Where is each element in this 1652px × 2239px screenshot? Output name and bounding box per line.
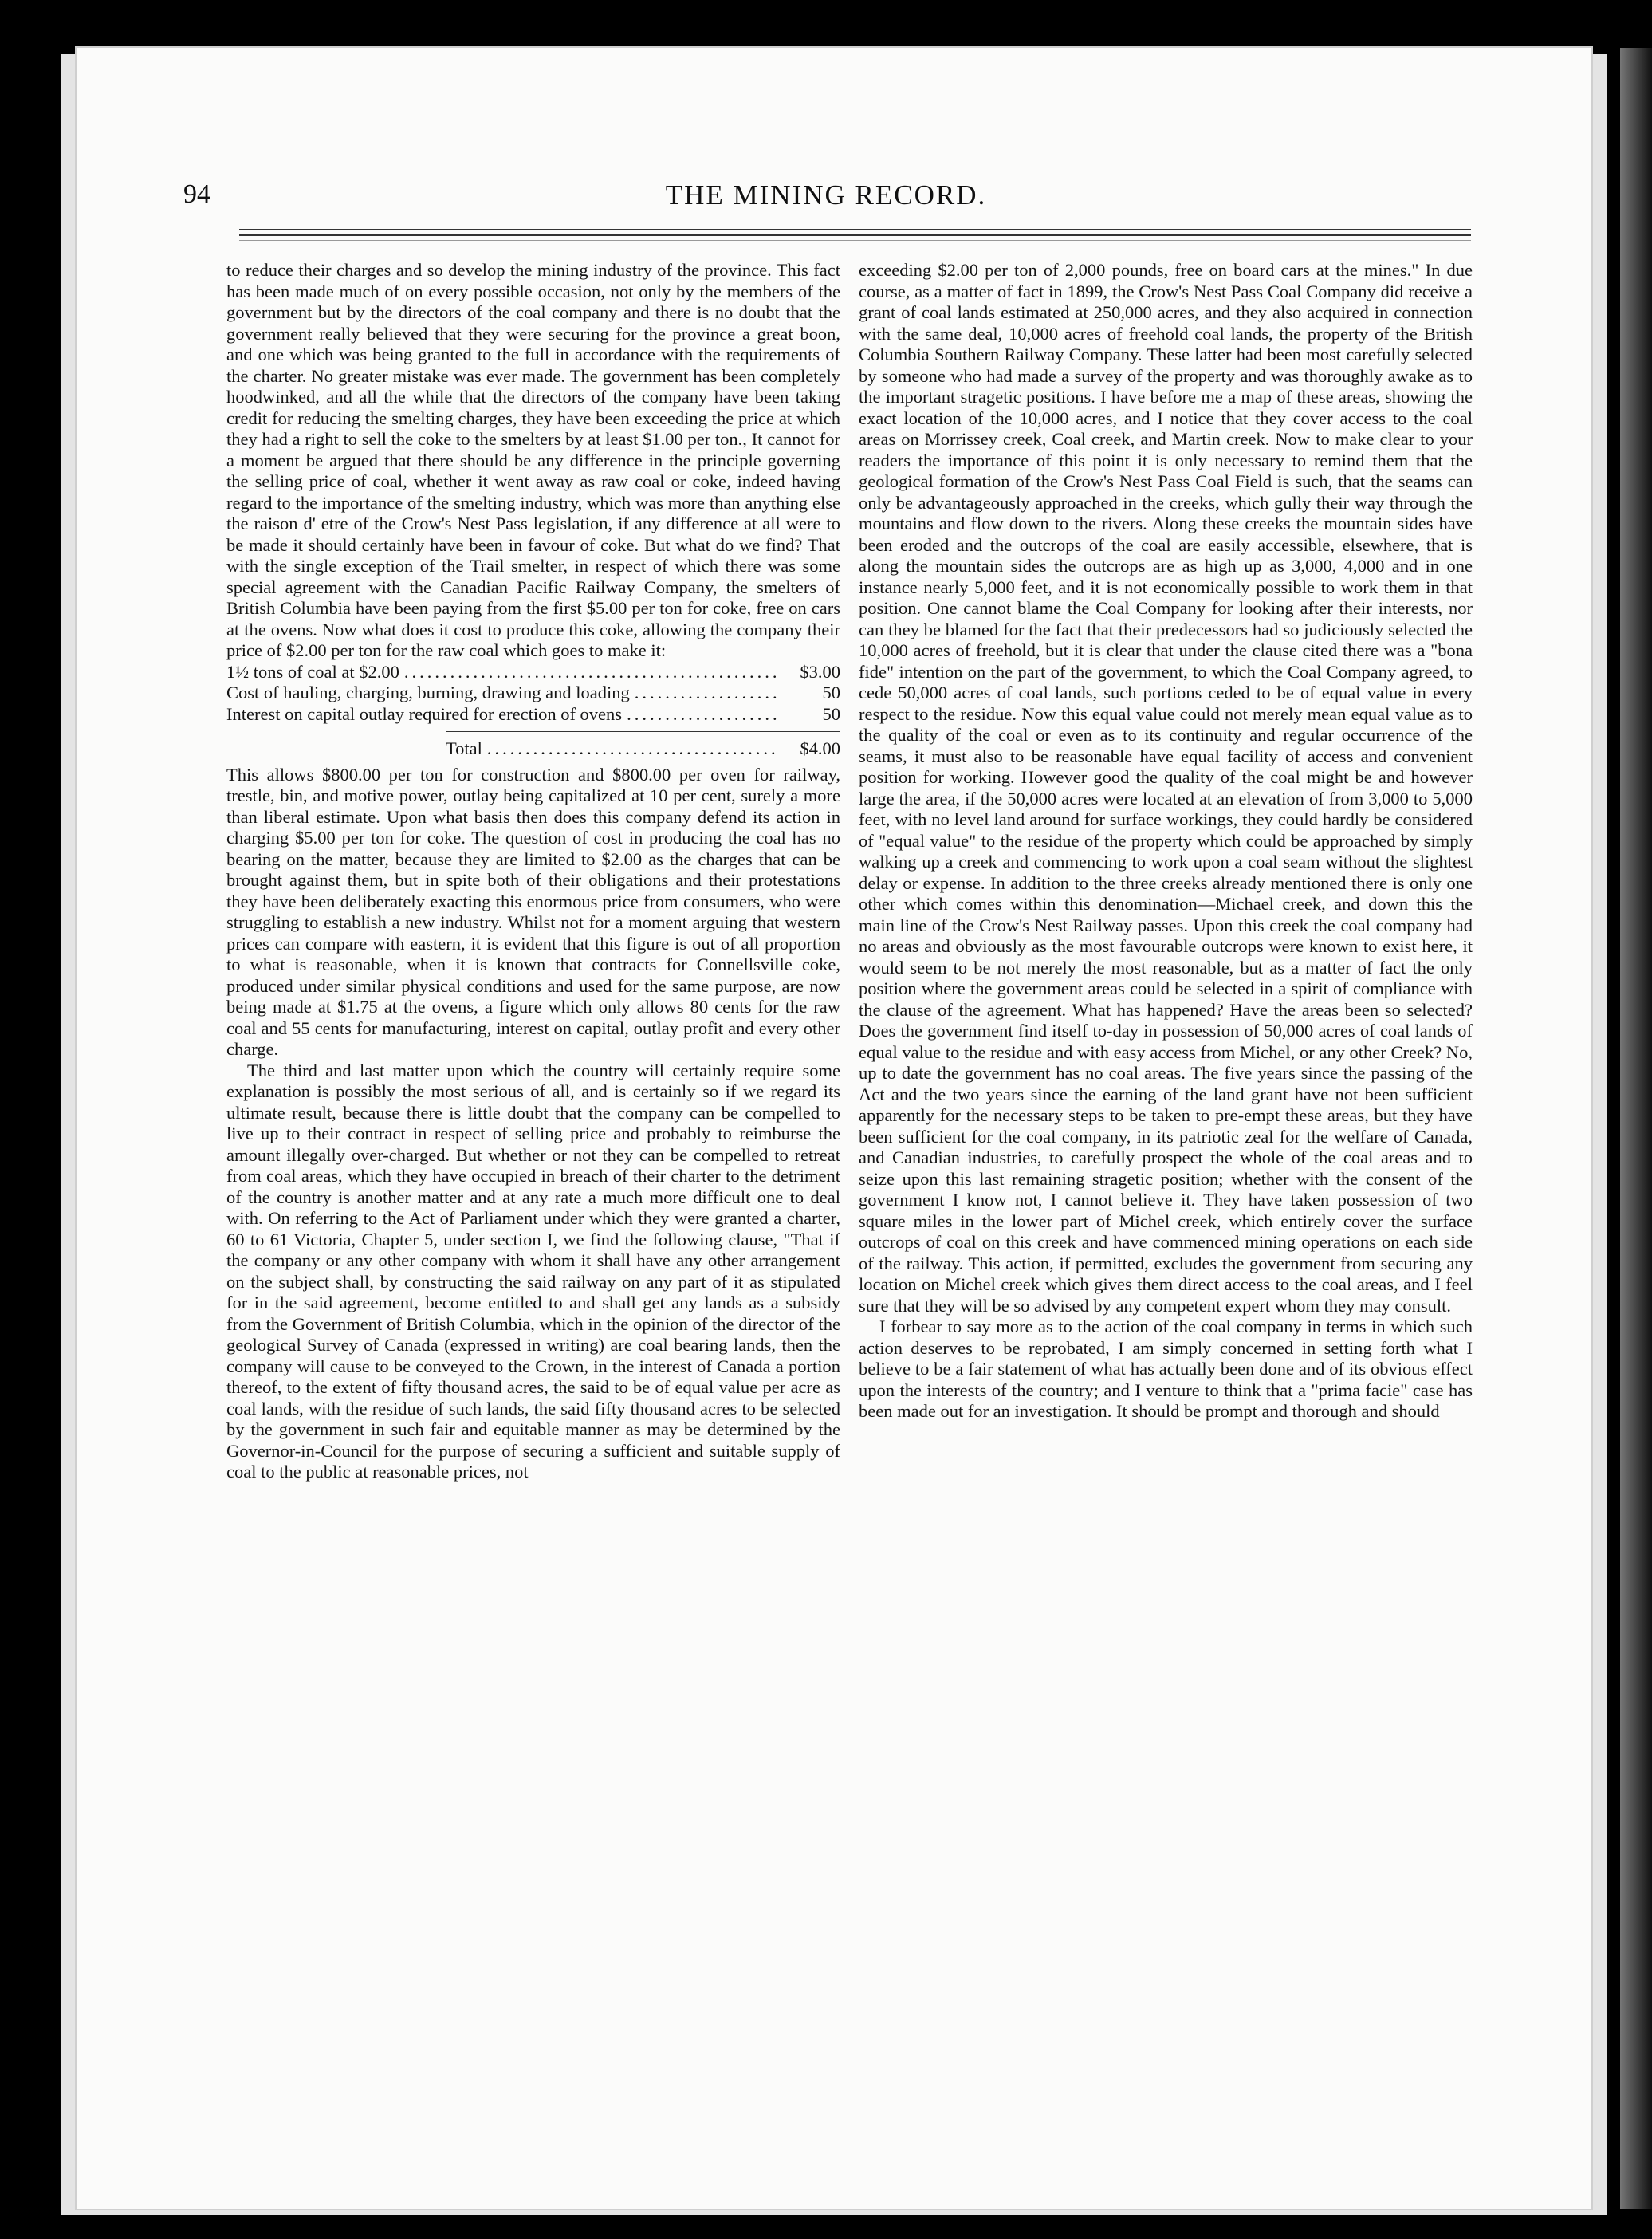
header-rule — [239, 234, 1471, 236]
cost-row — [226, 704, 840, 726]
cost-total-row — [446, 731, 840, 760]
header-rule — [239, 229, 1471, 230]
total-label: Total — [446, 738, 482, 758]
leader-dots — [487, 738, 780, 760]
cost-label: Cost of hauling, charging, burning, drawing and loading — [226, 683, 630, 702]
cost-amount: 50 — [822, 683, 840, 702]
binding-shadow — [1620, 48, 1652, 2209]
page-number: 94 — [183, 179, 210, 209]
header-rule — [239, 240, 1471, 241]
paragraph: The third and last matter upon which the country will certainly require some explanation is possibly the most serious of all, and is certainly so if we regard its ultimate result, because there is little doubt that the company can be compelled to live up to their contract in respect of selling price and probably to reimburse the amount illegally over-charged. But whether or not they can be compelled to retreat from coal areas, which they have occupied in breach of their charter to the detriment of the country is another matter and at any rate a much more difficult one to deal with. On referring to the Act of Parliament under which they were granted a charter, 60 to 61 Victoria, Chapter 5, under section I, we find the following clause, "That if the company or any other company with whom it shall have any other arrangement on the subject shall, by constructing the said railway on any part of it as stipulated for in the said agreement, become entitled to and shall get any lands as a subsidy from the Government of British Columbia, which in the opinion of the director of the geological Survey of Canada (expressed in writing) are coal bearing lands, then the company will cause to be conveyed to the Crown, in the interest of Canada a portion thereof, to the extent of fifty thousand acres, the said to be of equal value per acre as coal lands, with the residue of such lands, the said fifty thousand acres to be selected by the government in such fair and equitable manner as may be determined by the Governor-in-Council for the purpose of securing a sufficient and suitable supply of coal to the public at reasonable prices, not — [226, 1060, 840, 1482]
right-column — [859, 260, 1473, 1422]
paragraph: This allows $800.00 per ton for construction and $800.00 per oven for railway, trestle, bin, and motive power, outlay being capitalized at 10 per cent, surely a more than liberal estimate. Upon what basis then does this company defend its action in charging $5.00 per ton for coke. The question of cost in producing the coal has no bearing on the matter, because they are limited to $2.00 as the charges that can be brought against them, but in spite both of their obligations and their protestations they have been deliberately exacting this enormous price from consumers, who were struggling to establish a new industry. Whilst not for a moment arguing that western prices can compare with eastern, it is evident that this figure is out of all proportion to what is reasonable, when it is known that contracts for Connellsville coke, produced under similar physical conditions and used for the same purpose, are now being made at $1.75 at the ovens, a figure which only allows 80 cents for the raw coal and 55 cents for manufacturing, interest on capital, outlay profit and every other charge. — [226, 764, 840, 1059]
left-column — [226, 260, 840, 1483]
paragraph: exceeding $2.00 per ton of 2,000 pounds, free on board cars at the mines." In due course, as a matter of fact in 1899, the Crow's Nest Pass Coal Company did receive a grant of coal lands estimated at 250,000 acres, and they also acquired in connection with the same deal, 10,000 acres of freehold coal lands, the property of the British Columbia Southern Railway Company. These latter had been most carefully selected by someone who had made a survey of the property and was thoroughly awake as to the important stragetic positions. I have before me a map of these areas, showing the exact location of the 10,000 acres, and I notice that they cover access to the coal areas on Morrissey creek, Coal creek, and Martin creek. Now to make clear to your readers the importance of this point it is only necessary to remind them that the geological formation of the Crow's Nest Pass Coal Field is such, that the seams can only be advantageously approached in the creeks, which gully their way through the mountains and flow down to the rivers. Along these creeks the mountain sides have been eroded and the outcrops of the coal are easily accessible, elsewhere, that is along the mountain sides the outcrops are as high up as 3,000, 4,000 and in one instance nearly 5,000 feet, and it is not economically possible to work them in that position. One cannot blame the Coal Company for looking after their interests, nor can they be blamed for the fact that their predecessors had so judiciously selected the 10,000 acres of freehold, but it is clear that under the clause cited there was a "bona fide" intention on the part of the government, to which the Coal Company agreed, to cede 50,000 acres of coal lands, such portions ceded to be of equal value in every respect to the residue. Now this equal value could not merely mean equal value as to the quality of the coal or even as to its continuity and regular occurrence of the seams, it must also to be reasonable have equal facility of access and convenient position for working. However good the quality of the coal might be and however large the area, if the 50,000 acres were located at an elevation of from 3,000 to 5,000 feet, with no level land around for surface workings, they could hardly be considered of "equal value" to the residue of the property which could be approached by simply walking up a creek and commencing to work upon a coal seam without the slightest delay or expense. In addition to the three creeks already mentioned there is only one other which comes within this denomination—Michael creek, and down this the main line of the Crow's Nest Railway passes. Upon this creek the coal company had no areas and obviously as the most favourable outcrops were known to exist here, it would seem to be not merely the most reasonable, but as a matter of fact the only position where the government areas could be selected in a spirit of compliance with the clause of the agreement. What has happened? Have the areas been so selected? Does the government find itself to-day in possession of 50,000 acres of coal lands of equal value to the residue and with easy access from Michel, or any other Creek? No, up to date the government has no coal areas. The five years since the passing of the Act and the two years since the earning of the land grant have not been sufficient apparently for the necessary steps to be taken to pre-empt these areas, but they have been sufficient for the coal company, in its patriotic zeal for the welfare of Canada, and Canadian industries, to carefully prospect the whole of the coal areas and to seize upon this last remaining stragetic position; whether with the consent of the government I know not, I cannot believe it. They have taken possession of two square miles in the lower part of Michel creek, which entirely cover the surface outcrops of coal on this creek and have commenced mining operations on each side of the railway. This action, if permitted, excludes the government from securing any location on Michel creek which gives them direct access to the coal areas, and I feel sure that they will be so advised by any competent expert whom they may consult. — [859, 260, 1473, 1316]
cost-label: Interest on capital outlay required for erection of ovens — [226, 703, 623, 724]
leader-dots — [635, 683, 780, 704]
cost-amount: 50 — [822, 703, 840, 724]
cost-amount: $3.00 — [800, 661, 840, 682]
cost-row — [226, 662, 840, 683]
paragraph: I forbear to say more as to the action of the coal company in terms in which such action deserves to be reprobated, I am simply concerned in setting forth what I believe to be a fair statement of what has actually been done and of its obvious effect upon the interests of the country; and I venture to think that a "prima facie" case has been made out for an investigation. It should be prompt and thorough and should — [859, 1316, 1473, 1421]
leader-dots — [404, 662, 780, 683]
cost-row — [226, 683, 840, 704]
leader-dots — [627, 704, 780, 726]
page-title: THE MINING RECORD. — [665, 179, 987, 211]
paragraph: to reduce their charges and so develop the mining industry of the province. This fact has been made much of on every possible occasion, not only by the members of the government but by the directors of the coal company and there is no doubt that the government really believed that they were securing for the province a great boon, and one which was being granted to the full in accordance with the requirements of the charter. No greater mistake was ever made. The government has been completely hoodwinked, and all the while that the directors of the company have been taking credit for reducing the smelting charges, they have been exceeding the price at which they had a right to sell the coke to the smelters by at least $1.00 per ton., It cannot for a moment be argued that there should be any difference in the principle governing the selling price of coal, whether it went away as raw coal or coke, indeed having regard to the importance of the smelting industry, which was more than anything else the raison d' etre of the Crow's Nest Pass legislation, if any difference at all were to be made it should certainly have been in favour of coke. But what do we find? That with the single exception of the Trail smelter, in respect of which there was some special agreement with the Canadian Pacific Railway Company, the smelters of British Columbia have been paying from the first $5.00 per ton for coke, free on cars at the ovens. Now what does it cost to produce this coke, allowing the company their price of $2.00 per ton for the raw coal which goes to make it: — [226, 260, 840, 660]
cost-label: 1½ tons of coal at $2.00 — [226, 661, 399, 682]
total-amount: $4.00 — [800, 738, 840, 758]
cost-table — [226, 662, 840, 760]
